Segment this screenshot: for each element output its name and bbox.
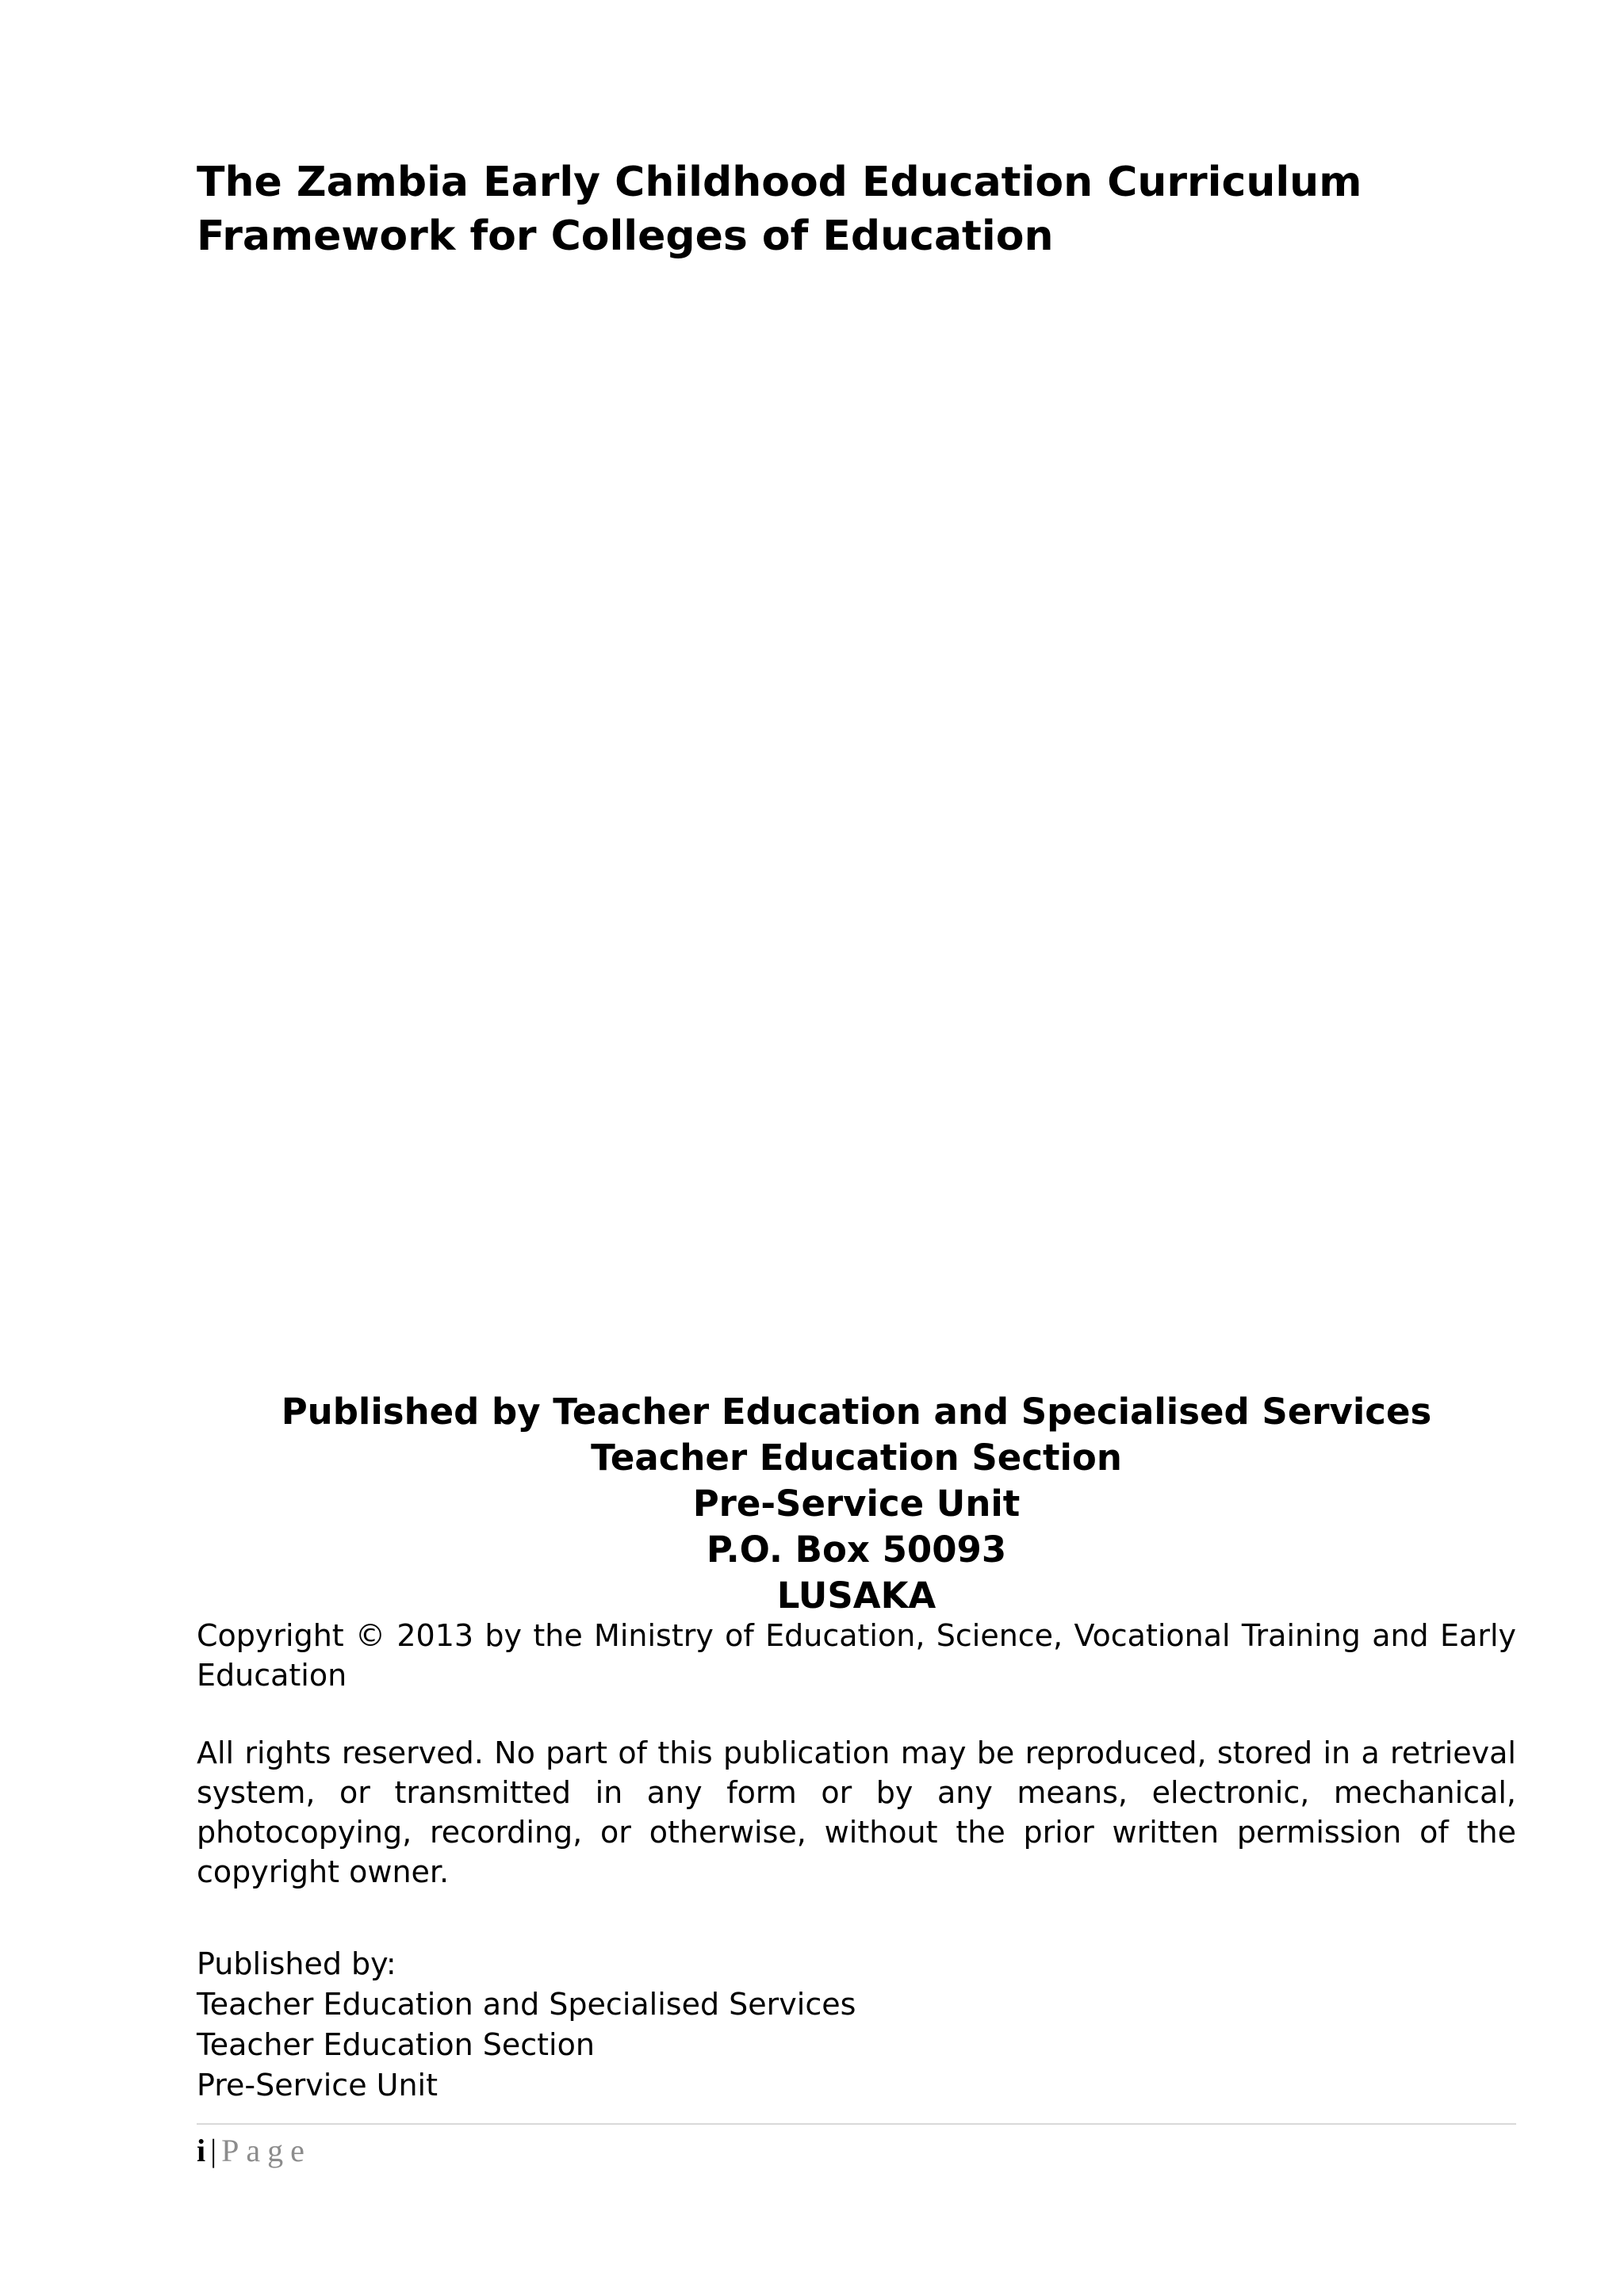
page-label: Page bbox=[221, 2133, 312, 2168]
publisher-line-3: Pre-Service Unit bbox=[692, 1483, 1021, 1525]
published-by-line-3: Pre-Service Unit bbox=[197, 2068, 438, 2103]
rights-statement: All rights reserved. No part of this publication may be reproduced, stored in a retrieval system, or transmitted in any form or by any means, electronic, mechanical, photocopying, recording, or otherwise, without the prior written permission of the copyright owner. bbox=[197, 1735, 1516, 1889]
page-number: i bbox=[197, 2133, 206, 2168]
title-line-2: Framework for Colleges of Education bbox=[197, 212, 1054, 260]
publisher-line-1: Published by Teacher Education and Specialised Services bbox=[281, 1391, 1432, 1433]
published-by-line-1: Teacher Education and Specialised Services bbox=[197, 1987, 856, 2022]
publisher-line-5: LUSAKA bbox=[776, 1575, 936, 1617]
footer-separator: | bbox=[210, 2133, 217, 2168]
document-title bbox=[197, 155, 1386, 263]
title-line-1: The Zambia Early Childhood Education Curriculum bbox=[197, 159, 1362, 206]
publisher-line-2: Teacher Education Section bbox=[591, 1437, 1122, 1479]
copyright-notice: Copyright © 2013 by the Ministry of Education, Science, Vocational Training and Early Education bbox=[197, 1618, 1516, 1693]
published-by-line-2: Teacher Education Section bbox=[197, 2027, 595, 2062]
published-by-label: Published by: bbox=[197, 1946, 396, 1981]
publisher-block bbox=[197, 1389, 1516, 1619]
footer-divider bbox=[197, 2123, 1516, 2125]
publisher-line-4: P.O. Box 50093 bbox=[706, 1529, 1007, 1571]
page-footer bbox=[197, 2131, 312, 2171]
published-by-block bbox=[197, 1944, 1516, 2106]
